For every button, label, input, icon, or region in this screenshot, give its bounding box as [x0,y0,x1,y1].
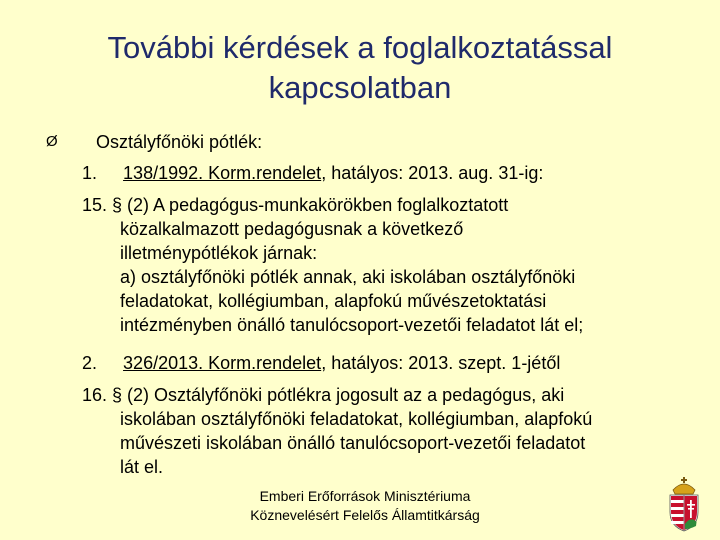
title-line-2: kapcsolatban [268,70,452,105]
section-heading: Osztályfőnöki pótlék: [96,132,263,152]
paragraph-1-line-6: intézményben önálló tanulócsoport-vezetői feladatot lát el; [120,315,584,335]
bullet-arrow-icon: Ø [46,133,58,150]
regulation-link-2[interactable]: 326/2013. Korm.rendelet [123,353,322,373]
paragraph-1-line-4: a) osztályfőnöki pótlék annak, aki iskolában osztályfőnöki [120,267,576,287]
paragraph-2-line-4: lát el. [120,457,164,477]
regulation-link-1[interactable]: 138/1992. Korm.rendelet [123,163,322,183]
item-2 [82,352,560,374]
footer-ministry: Emberi Erőforrások Minisztériuma [259,488,471,504]
item-2-text: , hatályos: 2013. szept. 1-jétől [321,353,561,373]
hungarian-coat-of-arms-icon [664,476,704,532]
item-1-text: , hatályos: 2013. aug. 31-ig: [321,163,544,183]
footer [210,487,520,525]
paragraph-1-line-2: közalkalmazott pedagógusnak a következő [120,219,464,239]
item-2-number: 2. [82,353,98,373]
footer-state-secretariat: Köznevelésért Felelős Államtitkárság [250,507,480,523]
paragraph-2-line-1: 16. § (2) Osztályfőnöki pótlékra jogosult az a pedagógus, aki [82,385,565,405]
paragraph-2-line-3: művészeti iskolában önálló tanulócsoport-vezetői feladatot [120,433,586,453]
title-line-1: További kérdések a foglalkoztatással [107,30,613,65]
paragraph-2-line-2: iskolában osztályfőnöki feladatokat, kollégiumban, alapfokú [120,409,593,429]
paragraph-1-line-3: illetménypótlékok járnak: [120,243,318,263]
item-1 [82,162,543,184]
item-1-number: 1. [82,163,98,183]
paragraph-1-line-5: feladatokat, kollégiumban, alapfokú művészetoktatási [120,291,547,311]
paragraph-1-line-1: 15. § (2) A pedagógus-munkakörökben foglalkoztatott [82,195,509,215]
